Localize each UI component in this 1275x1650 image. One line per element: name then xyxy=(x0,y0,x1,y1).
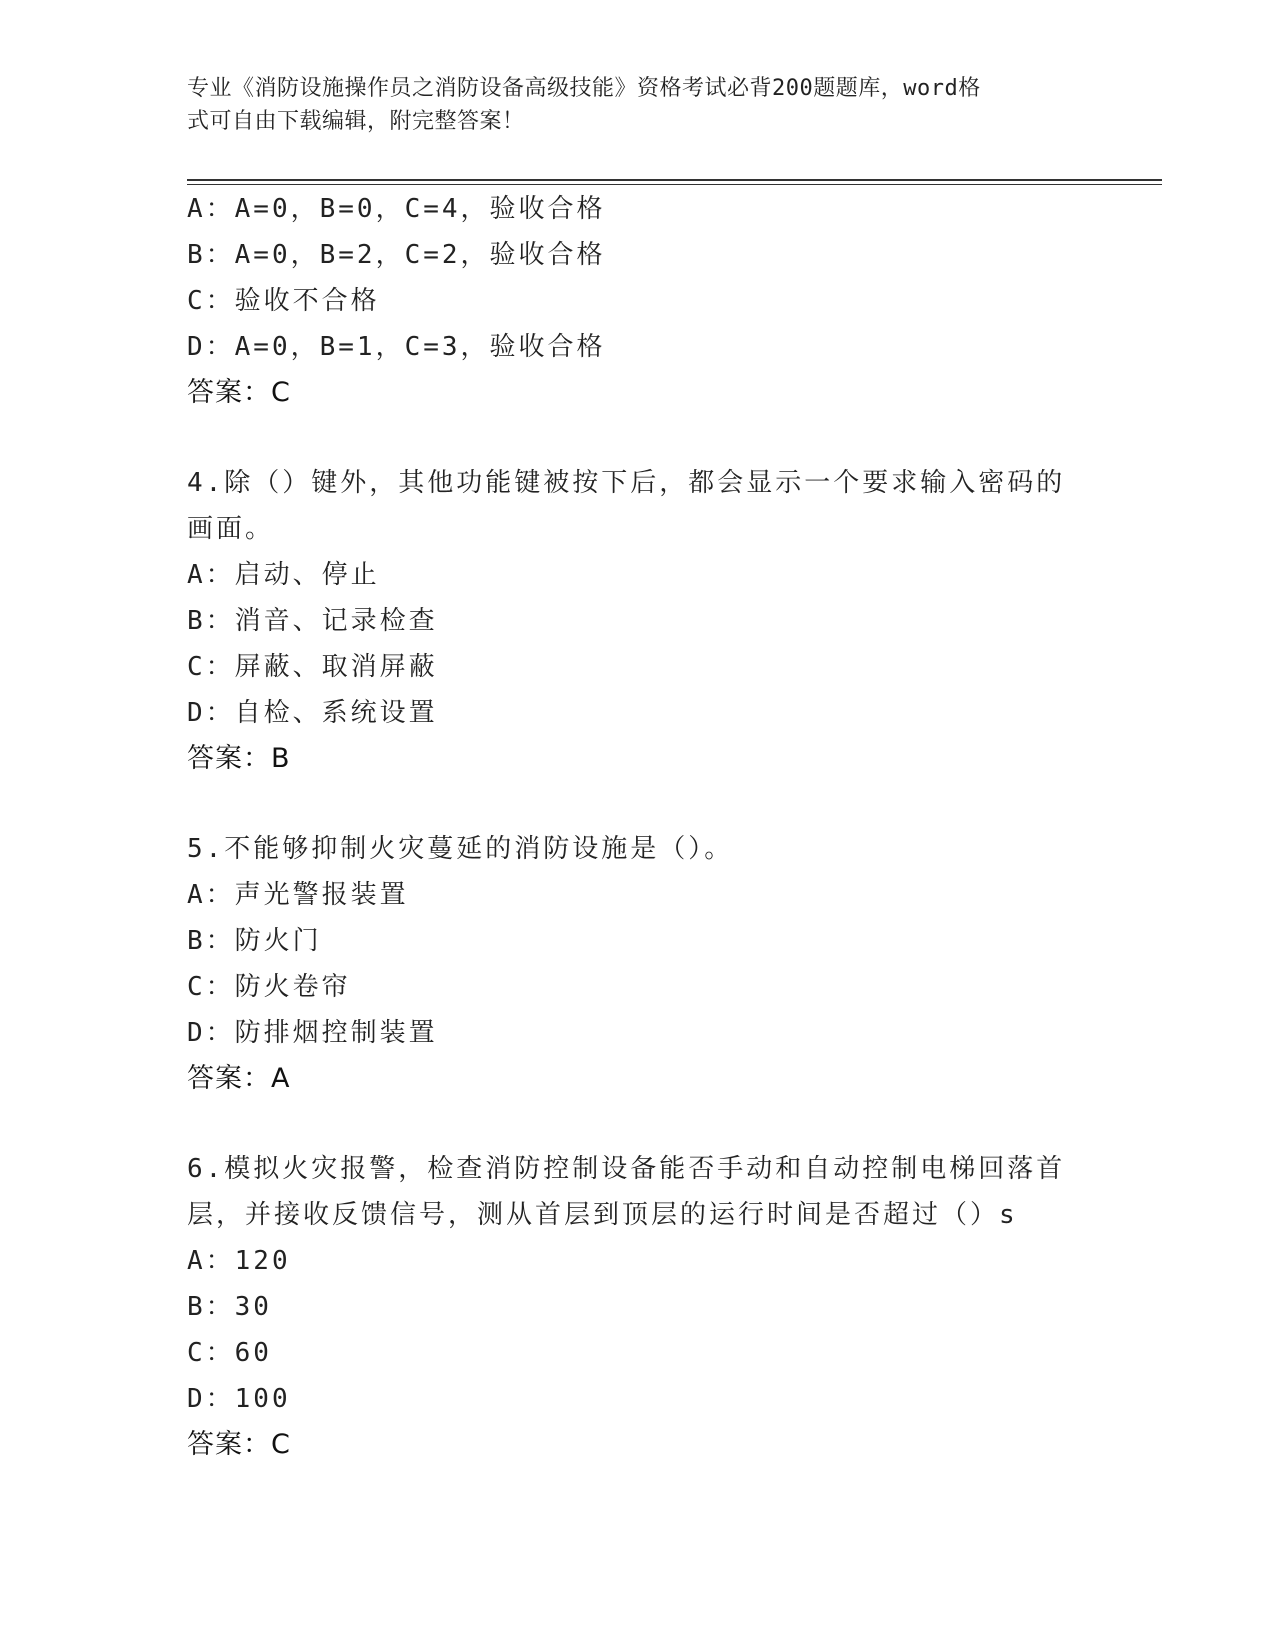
option-d: D：100 xyxy=(187,1384,291,1414)
question-4 xyxy=(187,460,1087,782)
answer-line: 答案：C xyxy=(187,1429,291,1460)
header-divider-thick xyxy=(187,179,1162,181)
question-stem-line-2: 层，并接收反馈信号，测从首层到顶层的运行时间是否超过（）s xyxy=(187,1200,1018,1230)
question-stem-line-1: 5.不能够抑制火灾蔓延的消防设施是（）。 xyxy=(187,834,734,864)
question-3 xyxy=(187,186,1087,416)
option-b: B：30 xyxy=(187,1292,272,1322)
option-d: D：防排烟控制装置 xyxy=(187,1018,438,1048)
option-b: B：A=0，B=2，C=2，验收合格 xyxy=(187,240,606,270)
option-a: A：声光警报装置 xyxy=(187,880,409,910)
option-d: D：自检、系统设置 xyxy=(187,698,438,728)
question-stem-line-1: 4.除（）键外，其他功能键被按下后，都会显示一个要求输入密码的 xyxy=(187,468,1066,498)
option-a: A：120 xyxy=(187,1246,291,1276)
option-b: B：消音、记录检查 xyxy=(187,606,438,636)
answer-line: 答案：C xyxy=(187,377,291,408)
question-5 xyxy=(187,826,1087,1102)
option-a: A：启动、停止 xyxy=(187,560,380,590)
header-line-2: 式可自由下载编辑，附完整答案！ xyxy=(187,109,525,134)
question-stem-line-1: 6.模拟火灾报警，检查消防控制设备能否手动和自动控制电梯回落首 xyxy=(187,1154,1066,1184)
option-b: B：防火门 xyxy=(187,926,322,956)
document-header xyxy=(187,72,1067,138)
question-spacer xyxy=(187,416,1087,460)
question-spacer xyxy=(187,782,1087,826)
header-divider-thin xyxy=(187,184,1162,185)
option-d: D：A=0，B=1，C=3，验收合格 xyxy=(187,332,606,362)
option-c: C：屏蔽、取消屏蔽 xyxy=(187,652,438,682)
option-c: C：验收不合格 xyxy=(187,286,380,316)
header-line-1: 专业《消防设施操作员之消防设备高级技能》资格考试必背200题题库，word格 xyxy=(187,76,981,101)
question-spacer xyxy=(187,1102,1087,1146)
question-6 xyxy=(187,1146,1087,1468)
option-a: A：A=0，B=0，C=4，验收合格 xyxy=(187,194,606,224)
answer-line: 答案：A xyxy=(187,1063,291,1094)
question-list xyxy=(187,186,1087,1468)
option-c: C：防火卷帘 xyxy=(187,972,351,1002)
question-stem-line-2: 画面。 xyxy=(187,514,275,544)
option-c: C：60 xyxy=(187,1338,272,1368)
answer-line: 答案：B xyxy=(187,743,291,774)
